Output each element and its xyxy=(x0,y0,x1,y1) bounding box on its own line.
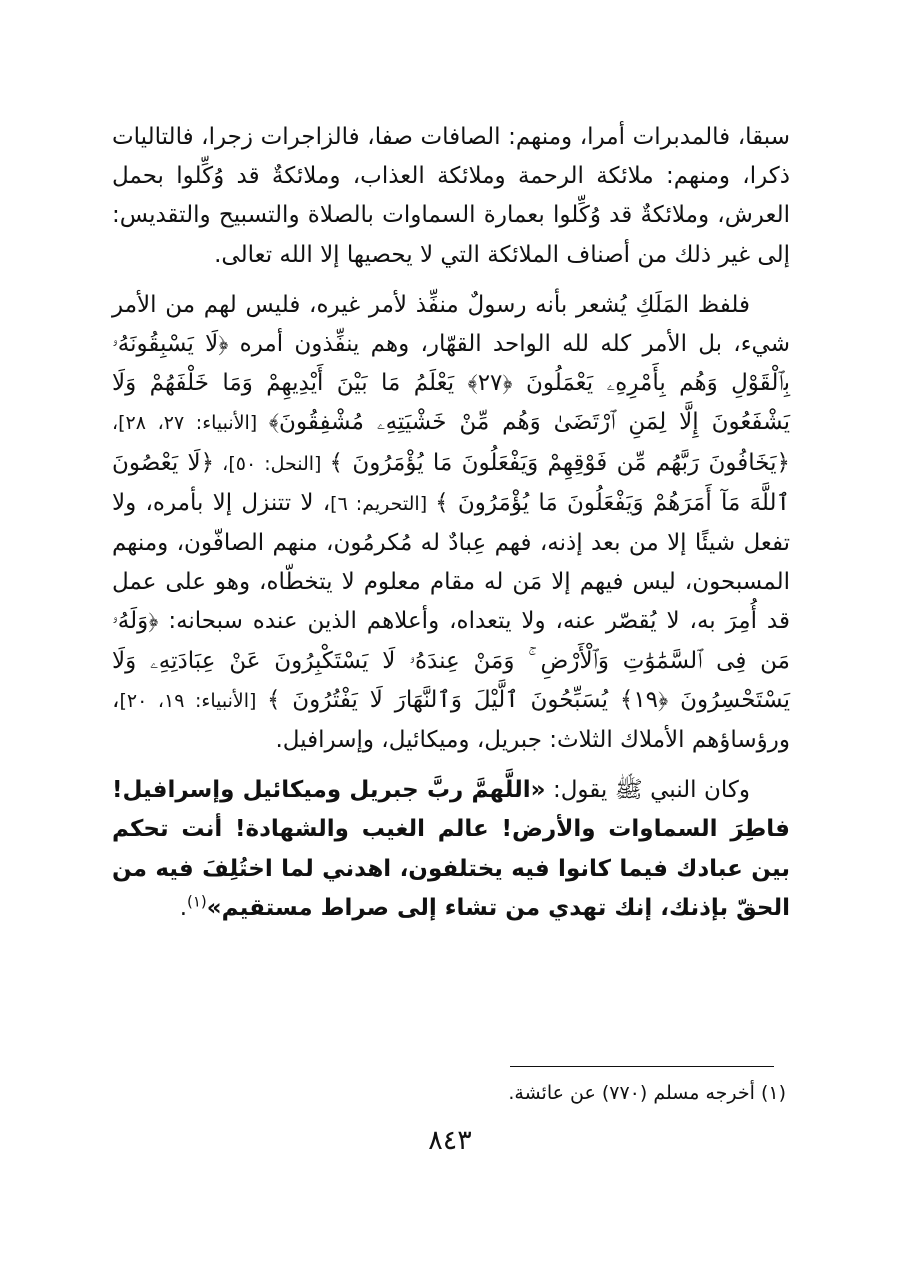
footnote-text: أخرجه مسلم (٧٧٠) عن عائشة. xyxy=(508,1082,755,1104)
paragraph-end: . xyxy=(179,894,187,921)
footnote xyxy=(400,1080,786,1106)
verse-reference: [الأنبياء: ١٩، ٢٠] xyxy=(119,689,267,712)
hadith-text: «اللَّهمَّ ربَّ جبريل وميكائيل وإسرافيل! فاطِرَ السماوات والأرض! عالم الغيب والشهادة! أنت تحكم بين عبادك فيما كانوا فيه يختلفون، اهدني لما اختُلِفَ فيه من الحقّ بإذنك، إنك تهدي من تشاء إلى صراط مستقيم» xyxy=(112,777,790,921)
footnote-divider xyxy=(510,1066,774,1067)
quran-verse: ﴿لَا يَعْصُونَ ٱللَّهَ مَآ أَمَرَهُمْ وَيَفْعَلُونَ مَا يُؤْمَرُونَ ﴾ xyxy=(112,449,790,516)
paragraph-angel-types xyxy=(112,118,790,275)
paragraph-text: سبقا، فالمدبرات أمرا، ومنهم: الصافات صفا، فالزاجرات زجرا، فالتاليات ذكرا، ومنهم: ملائكة الرحمة وملائكة العذاب، وملائكةٌ قد وُكِّلوا بحمل العرش، وملائكةٌ قد وُكِّلوا بعمارة السماوات بالصلاة والتسبيح والتقديس: إلى غير ذلك من أصناف الملائكة التي لا يحصيها إلا الله تعالى. xyxy=(112,124,790,268)
verse-reference: [النحل: ٥٠]، xyxy=(214,452,330,475)
verse-reference: [التحريم: ٦] xyxy=(330,492,436,515)
quran-verse: ﴿لَا يَسْبِقُونَهُۥ بِٱلْقَوْلِ وَهُم بِأَمْرِهِۦ يَعْمَلُونَ ﴿٢٧﴾ يَعْلَمُ مَا بَيْنَ أَيْدِيهِمْ وَمَا خَلْفَهُمْ وَلَا يَشْفَعُونَ إِلَّا لِمَنِ ٱرْتَضَىٰ وَهُم مِّنْ خَشْيَتِهِۦ مُشْفِقُونَ﴾ xyxy=(112,331,790,436)
paragraph-text: ، ورؤساؤهم الأملاك الثلاث: جبريل، وميكائيل، وإسرافيل. xyxy=(112,686,790,754)
footnote-reference-marker: (١) xyxy=(187,892,207,911)
paragraph-text: ، لا تتنزل إلا بأمره، ولا تفعل شيئًا إلا من بعد إذنه، فهم عِبادٌ له مُكرمُون، منهم الصافّون، ومنهم المسبحون، ليس فيهم إلا مَن له مقام معلوم لا يتخطّاه، وهو على عمل قد أُمِرَ به، لا يُقصّر عنه، ولا يتعداه، وأعلاهم الذين عنده سبحانه: xyxy=(112,489,790,635)
main-text xyxy=(112,118,790,928)
verse-reference: [الأنبياء: ٢٧، ٢٨]، xyxy=(112,412,269,435)
paragraph-prophet-supplication xyxy=(112,771,790,928)
paragraph-text: وكان النبي ﷺ يقول: xyxy=(545,777,750,804)
quran-verse: ﴿يَخَافُونَ رَبَّهُم مِّن فَوْقِهِمْ وَيَفْعَلُونَ مَا يُؤْمَرُونَ ﴾ xyxy=(329,449,790,476)
page-number: ٨٤٣ xyxy=(428,1125,472,1156)
footnote-marker: (١) xyxy=(760,1082,786,1104)
paragraph-angels-obedience xyxy=(112,286,790,760)
quran-verse: ﴿وَلَهُۥ مَن فِى ٱلسَّمَٰوَٰتِ وَٱلْأَرْضِ ۚ وَمَنْ عِندَهُۥ لَا يَسْتَكْبِرُونَ عَنْ عِبَادَتِهِۦ وَلَا يَسْتَحْسِرُونَ ﴿١٩﴾ يُسَبِّحُونَ ٱلَّيْلَ وَٱلنَّهَارَ لَا يَفْتُرُونَ ﴾ xyxy=(112,608,790,713)
paragraph-text: فلفظ المَلَكِ يُشعر بأنه رسولٌ منفِّذ لأمر غيره، فليس لهم من الأمر شيء، بل الأمر كله لله الواحد القهّار، وهم ينفِّذون أمره xyxy=(112,291,790,358)
